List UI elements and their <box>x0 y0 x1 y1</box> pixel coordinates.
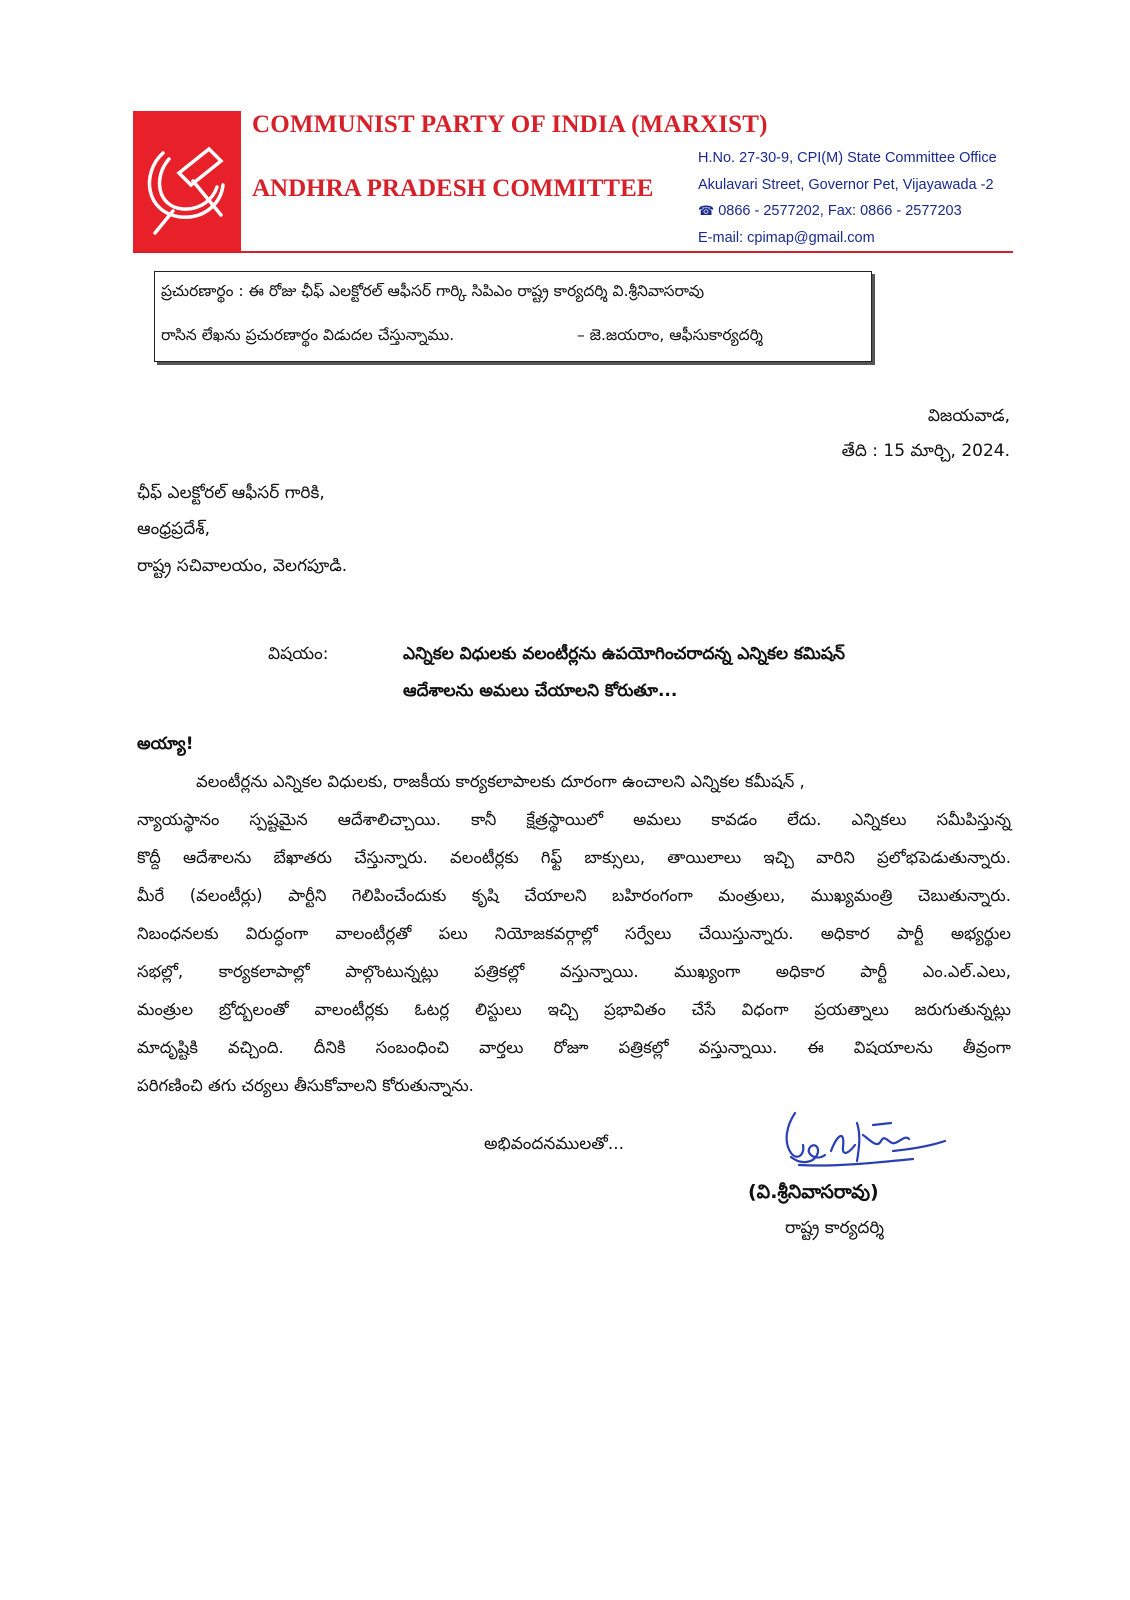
place: విజయవాడ, <box>927 406 1010 426</box>
phone-icon: ☎ <box>698 203 715 218</box>
body-line: వలంటీర్లను ఎన్నికల విధులకు, రాజకీయ కార్యకలాపాలకు దూరంగా ఉంచాలని ఎన్నికల కమీషన్ , <box>196 772 805 791</box>
handwritten-signature <box>773 1105 948 1175</box>
org-committee: ANDHRA PRADESH COMMITTEE <box>252 175 654 202</box>
org-name: COMMUNIST PARTY OF INDIA (MARXIST) <box>252 111 768 138</box>
press-note-line-1: ప్రచురణార్థం : ఈ రోజు ఛీఫ్ ఎలక్టోరల్ ఆఫీసర్ గార్కి సిపిఎం రాష్ట్ర కార్యదర్శి వి.శ్రీనివాసరావు <box>161 282 705 300</box>
email-line[interactable]: E-mail: cpimap@gmail.com <box>698 230 875 246</box>
recipient-line-3: రాష్ట్ర సచివాలయం, వెలగపూడి. <box>137 556 348 576</box>
address-line-2: Akulavari Street, Governor Pet, Vijayawada -2 <box>698 177 994 193</box>
body-line: కొద్దీ ఆదేశాలను బేఖాతరు చేస్తున్నారు. వలంటీర్లకు గిఫ్ట్ బాక్సులు, తాయిలాలు ఇచ్చి వారిని ప్రలోభపెడుతున్నారు. <box>137 848 1011 867</box>
body-line: మంత్రుల బ్రోద్బలంతో వాలంటీర్లకు ఓటర్ల లిస్టులు ఇచ్చి ప్రభావితం చేసే విధంగా ప్రయత్నాలు జరుగుతున్నట్లు <box>137 1000 1011 1019</box>
subject-label: విషయం: <box>268 644 329 664</box>
subject-line-1: ఎన్నికల విధులకు వలంటీర్లను ఉపయోగించరాదన్న ఎన్నికల కమిషన్ <box>403 644 845 664</box>
subject-line-2: ఆదేశాలను అమలు చేయాలని కోరుతూ... <box>403 681 678 701</box>
party-logo <box>133 111 241 253</box>
body-line: పరిగణించి తగు చర్యలు తీసుకోవాలని కోరుతున్నాను. <box>137 1076 474 1095</box>
header-divider <box>133 251 1013 253</box>
phone-numbers: 0866 - 2577202, Fax: 0866 - 2577203 <box>718 203 962 219</box>
body-line: న్యాయస్థానం స్పష్టమైన ఆదేశాలిచ్చాయి. కానీ క్షేత్రస్థాయిలో అమలు కావడం లేదు. ఎన్నికలు సమీపిస్తున్న <box>137 810 1011 829</box>
body-line: నిబంధనలకు విరుద్ధంగా వాలంటీర్లతో పలు నియోజకవర్గాల్లో సర్వేలు చేయిస్తున్నారు. అధికార పార్టీ అభ్యర్థుల <box>137 924 1011 943</box>
body-line: మీరే (వలంటీర్లు) పార్టీని గెలిపించేందుకు కృషి చేయాలని బహిరంగంగా మంత్రులు, ముఖ్యమంత్రి చెబుతున్నారు. <box>137 886 1011 905</box>
phone-line <box>698 203 962 219</box>
signer-title: రాష్ట్ర కార్యదర్శి <box>785 1218 885 1238</box>
date: తేది : 15 మార్చి, 2024. <box>841 441 1010 461</box>
salutation: అయ్యా! <box>137 734 194 754</box>
recipient-line-1: ఛీఫ్ ఎలక్టోరల్ ఆఫీసర్ గారికి, <box>137 483 325 503</box>
closing-greeting: అభివందనములతో... <box>484 1134 625 1154</box>
press-note-line-2: రాసిన లేఖను ప్రచురణార్థం విడుదల చేస్తున్నాము. <box>161 326 455 344</box>
recipient-line-2: ఆంధ్రప్రదేశ్, <box>137 519 211 539</box>
signer-name: (వి.శ్రీనివాసరావు) <box>748 1181 879 1203</box>
hammer-sickle-icon <box>133 111 241 253</box>
body-line: మాదృష్టికి వచ్చింది. దీనికి సంబంధించి వార్తలు రోజూ పత్రికల్లో వస్తున్నాయి. ఈ విషయాలను తీవ్రంగా <box>137 1038 1011 1057</box>
body-line: సభల్లో, కార్యకలాపాల్లో పాల్గొంటున్నట్లు పత్రికల్లో వస్తున్నాయి. ముఖ్యంగా అధికార పార్టీ ఎం.ఎల్.ఎలు, <box>137 962 1011 981</box>
press-note-signoff: – జె.జయరాం, ఆఫీసుకార్యదర్శి <box>577 326 763 344</box>
address-line-1: H.No. 27-30-9, CPI(M) State Committee Office <box>698 150 997 166</box>
press-note-box <box>154 271 872 362</box>
